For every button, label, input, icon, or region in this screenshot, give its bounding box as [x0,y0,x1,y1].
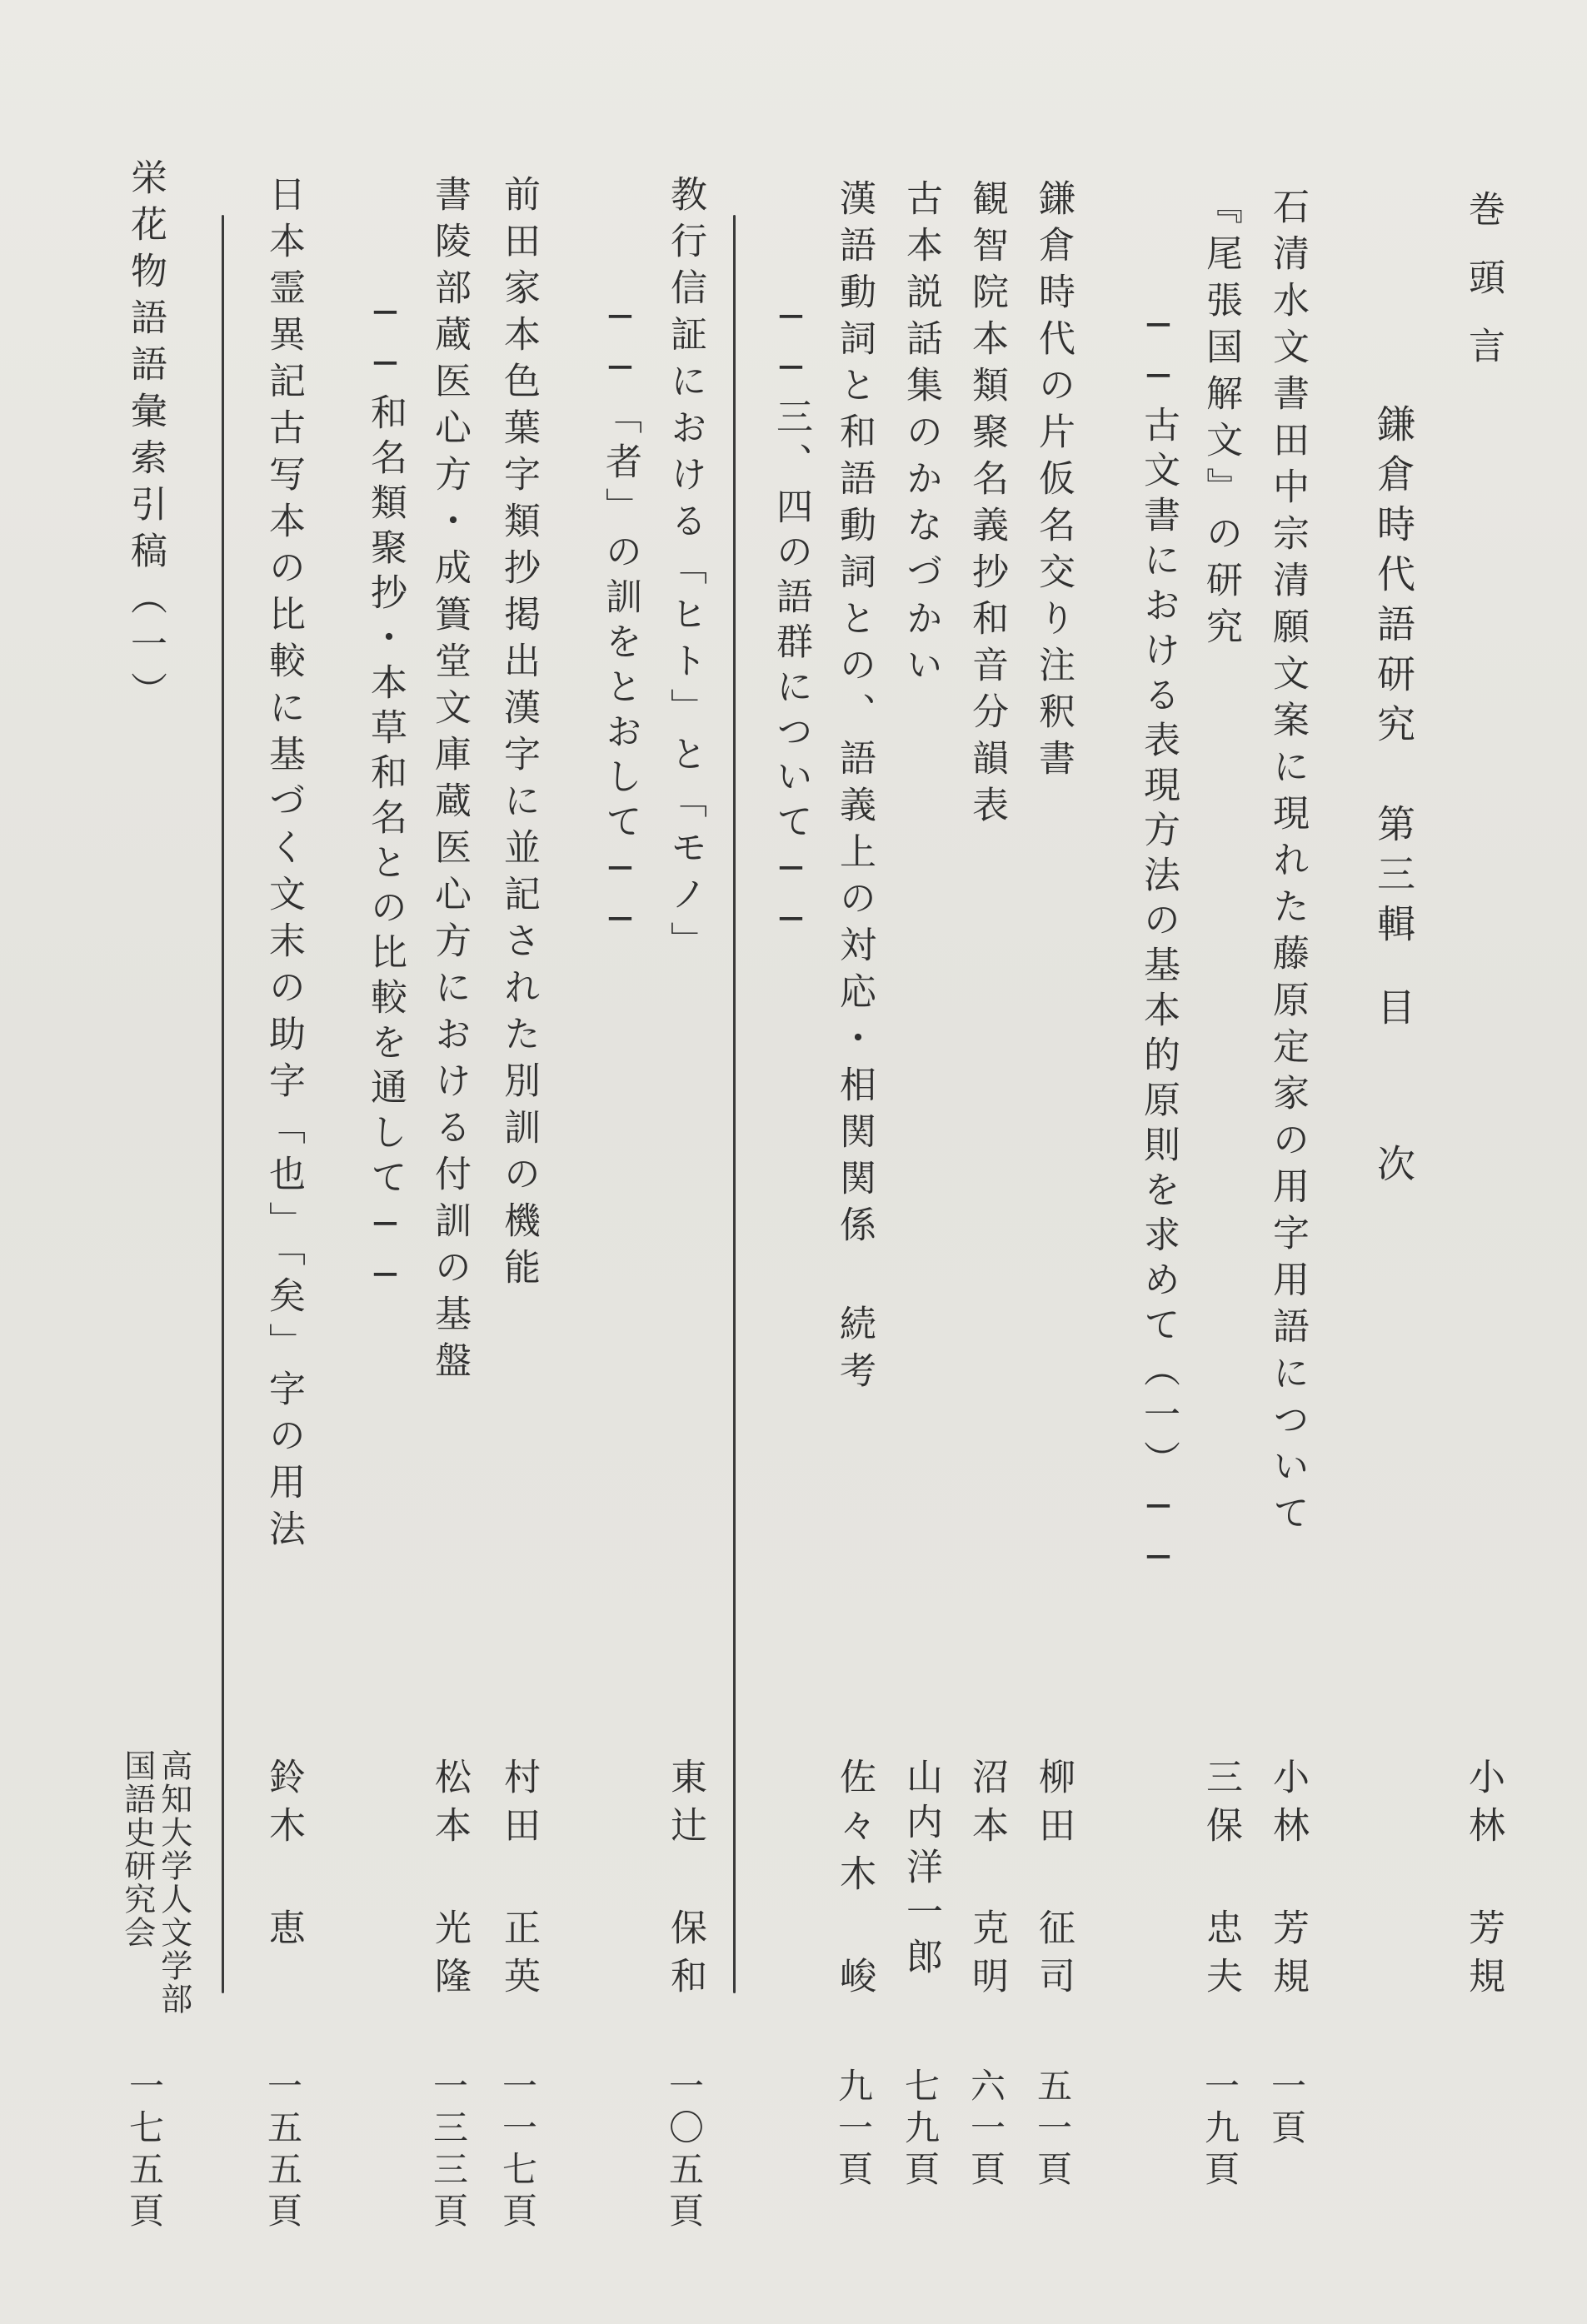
entry-page: 九一頁 [833,2067,874,2192]
entry-title: 鎌倉時代の片仮名交り注釈書 [1032,179,1075,785]
entry-page: 六一頁 [966,2067,1006,2192]
entry-author: 東辻 保和 [664,1758,706,2005]
entry-author: 鈴木 恵 [262,1758,305,1957]
entry-author: 山内洋一郎 [900,1758,942,1982]
entry-author-line: 高知大学人文学部 [155,1749,192,2016]
entry-title: 石清水文書田中宗清願文案に現れた藤原定家の用字用語について [1266,187,1309,1540]
entry-page: 一七五頁 [124,2067,165,2234]
entry-subtitle: ──「者」の訓をとおして── [599,296,641,949]
entry-title: 日本霊異記古写本の比較に基づく文末の助字「也」「矣」字の用法 [262,175,305,1556]
series-title: 鎌倉時代語研究 第三輯 [1371,404,1416,954]
entry-title: 前田家本色葉字類抄掲出漢字に並記された別訓の機能 [497,175,540,1294]
entry-author: 松本 光隆 [428,1758,471,2005]
entry-author: 沼本 克明 [966,1758,1008,2005]
entry-title: 『尾張国解文』の研究 [1200,187,1242,654]
entry-page: 五一頁 [1032,2067,1073,2192]
entry-author-line: 国語史研究会 [118,1749,156,1949]
entry-subtitle: ──三、四の語群について── [770,296,812,949]
entry-title: 観智院本類聚名義抄和音分韻表 [966,179,1008,832]
entry-page: 一三三頁 [428,2067,469,2234]
entry-author: 小林 芳規 [1266,1758,1309,2005]
entry-page: 一五五頁 [262,2067,303,2234]
entry-author: 柳田 征司 [1032,1758,1075,2005]
entry-subtitle: ──古文書における表現方法の基本的原則を求めて（一）── [1137,304,1180,1587]
entry-page: 一頁 [1266,2067,1307,2151]
entry-subtitle: ──和名類聚抄・本草和名との比較を通して── [364,292,407,1304]
entry-page: 一九頁 [1200,2067,1240,2192]
entry-page: 七九頁 [900,2067,941,2192]
column-divider [733,215,736,1993]
entry-title: 書陵部蔵医心方・成簣堂文庫蔵医心方における付訓の基盤 [428,175,471,1388]
entry-title: 教行信証における「ヒト」と「モノ」 [664,175,706,968]
column-divider [222,215,224,1993]
entry-title: 漢語動詞と和語動詞との、語義上の対応・相関関係 続考 [833,179,876,1398]
entry-title: 栄花物語語彙索引稿（一） [124,158,167,718]
toc-label: 目 次 [1371,987,1416,1222]
entry-page: 一一七頁 [497,2067,538,2234]
entry-author: 佐々木 峻 [833,1758,876,2005]
entry-page: 一〇五頁 [664,2067,705,2234]
entry-author: 三保 忠夫 [1200,1758,1242,2005]
preface-title: 巻頭言 [1462,190,1505,395]
entry-author: 村田 正英 [497,1758,540,2005]
entry-title: 古本説話集のかなづかい [900,179,942,692]
preface-author: 小林 芳規 [1462,1758,1505,2005]
